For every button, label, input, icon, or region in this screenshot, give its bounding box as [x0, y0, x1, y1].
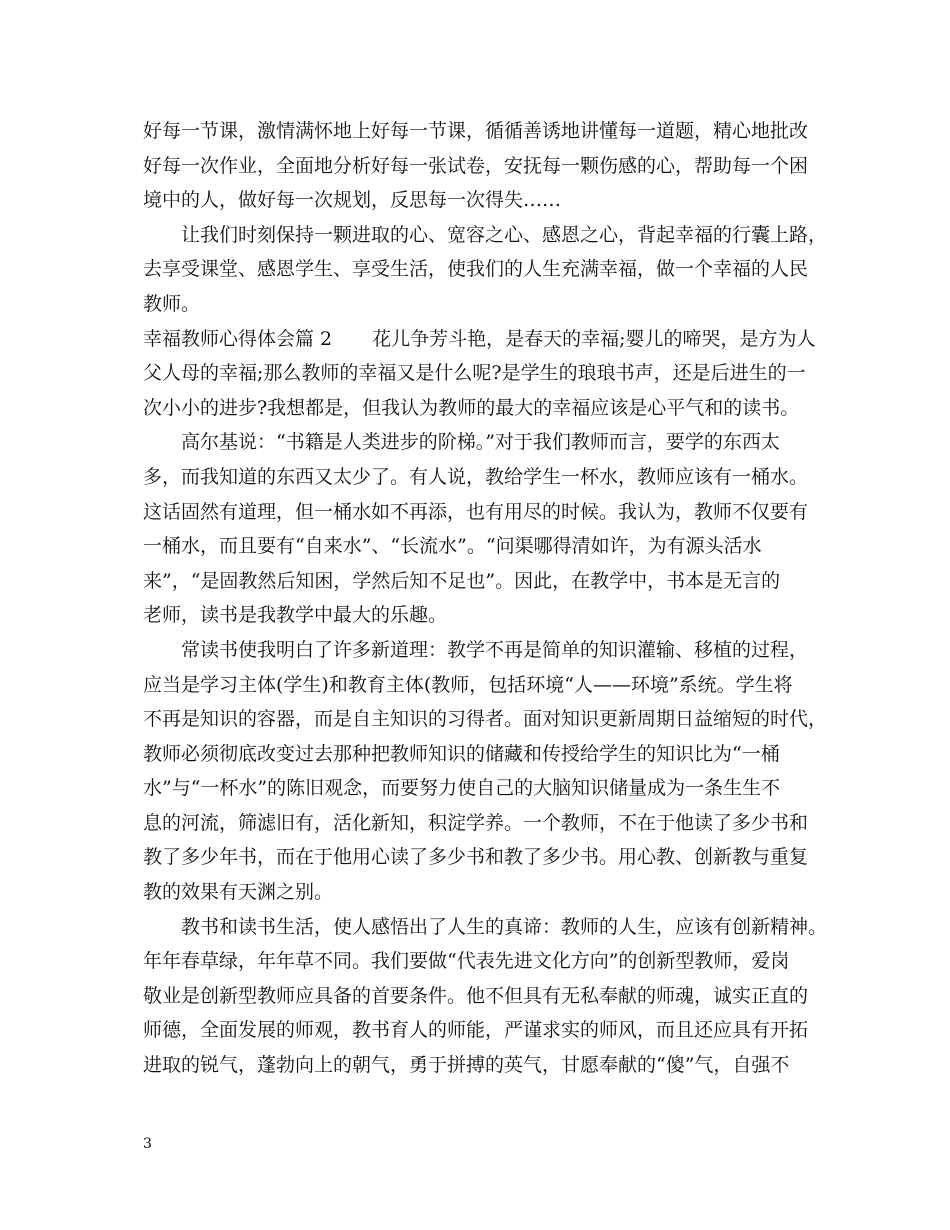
text-line: 高尔基说：“书籍是人类进步的阶梯。”对于我们教师而言，要学的东西太: [181, 431, 780, 454]
page-number: 3: [143, 1136, 152, 1152]
text-line: 好每一次作业，全面地分析好每一张试卷，安抚每一颗伤感的心，帮助每一个困: [143, 154, 809, 177]
section-heading-line: [143, 322, 816, 357]
text-line: 这话固然有道理，但一桶水如不再添，也有用尽的时候。我认为，教师不仅要有: [143, 500, 809, 523]
text-line: 来”，“是固教然后知困，学然后知不足也”。因此，在教学中，书本是无言的: [143, 569, 781, 592]
text-line: 老师，读书是我教学中最大的乐趣。: [143, 604, 448, 627]
text-line: 进取的锐气，蓬勃向上的朝气，勇于拼搏的英气，甘愿奉献的“傻”气，自强不: [143, 1054, 790, 1077]
text-line: 父人母的幸福;那么教师的幸福又是什么呢?是学生的琅琅书声，还是后进生的一: [143, 362, 806, 385]
text-line: 教书和读书生活，使人感悟出了人生的真谛：教师的人生，应该有创新精神。: [181, 915, 828, 938]
text-line: 息的河流，筛滤旧有，活化新知，积淀学养。一个教师，不在于他读了多少书和: [143, 811, 809, 834]
text-line: 花儿争芳斗艳，是春天的幸福;婴儿的啼哭，是方为人: [372, 327, 816, 350]
text-line: 敬业是创新型教师应具备的首要条件。他不但具有无私奉献的师魂，诚实正直的: [143, 984, 809, 1007]
text-line: 境中的人，做好每一次规划，反思每一次得失……: [143, 189, 562, 212]
section-heading: 幸福教师心得体会篇 2: [143, 327, 333, 350]
text-line: 师德，全面发展的师观，教书育人的师能，严谨求实的师风，而且还应具有开拓: [143, 1019, 809, 1042]
text-line: 好每一节课，激情满怀地上好每一节课，循循善诱地讲懂每一道题，精心地批改: [143, 120, 809, 142]
text-line: 让我们时刻保持一颗进取的心、宽容之心、感恩之心，背起幸福的行囊上路，: [181, 223, 828, 246]
text-line: 去享受课堂、感恩学生、享受生活，使我们的人生充满幸福，做一个幸福的人民: [143, 258, 809, 281]
body-text: [143, 114, 828, 1083]
text-line: 年年春草绿，年年草不同。我们要做“代表先进文化方向”的创新型教师，爱岗: [143, 950, 790, 973]
text-line: 多，而我知道的东西又太少了。有人说，教给学生一杯水，教师应该有一桶水。: [143, 465, 809, 488]
text-line: 次小小的进步?我想都是，但我认为教师的最大的幸福应该是心平气和的读书。: [143, 396, 800, 419]
text-line: 水”与“一杯水”的陈旧观念，而要努力使自己的大脑知识储量成为一条生生不: [143, 777, 781, 800]
text-line: 常读书使我明白了许多新道理：教学不再是简单的知识灌输、移植的过程，: [181, 638, 809, 661]
text-line: 教师。: [143, 292, 201, 315]
text-line: 一桶水，而且要有“自来水”、“长流水”。“问渠哪得清如许，为有源头活水: [143, 535, 762, 558]
text-line: 不再是知识的容器，而是自主知识的习得者。面对知识更新周期日益缩短的时代，: [143, 708, 828, 731]
text-line: 教师必须彻底改变过去那种把教师知识的储藏和传授给学生的知识比为“一桶: [143, 742, 780, 765]
text-line: 应当是学习主体(学生)和教育主体(教师，包括环境“人——环境”系统。学生将: [143, 673, 793, 696]
text-line: 教的效果有天渊之别。: [143, 881, 334, 904]
text-line: 教了多少年书，而在于他用心读了多少书和教了多少书。用心教、创新教与重复: [143, 846, 809, 869]
